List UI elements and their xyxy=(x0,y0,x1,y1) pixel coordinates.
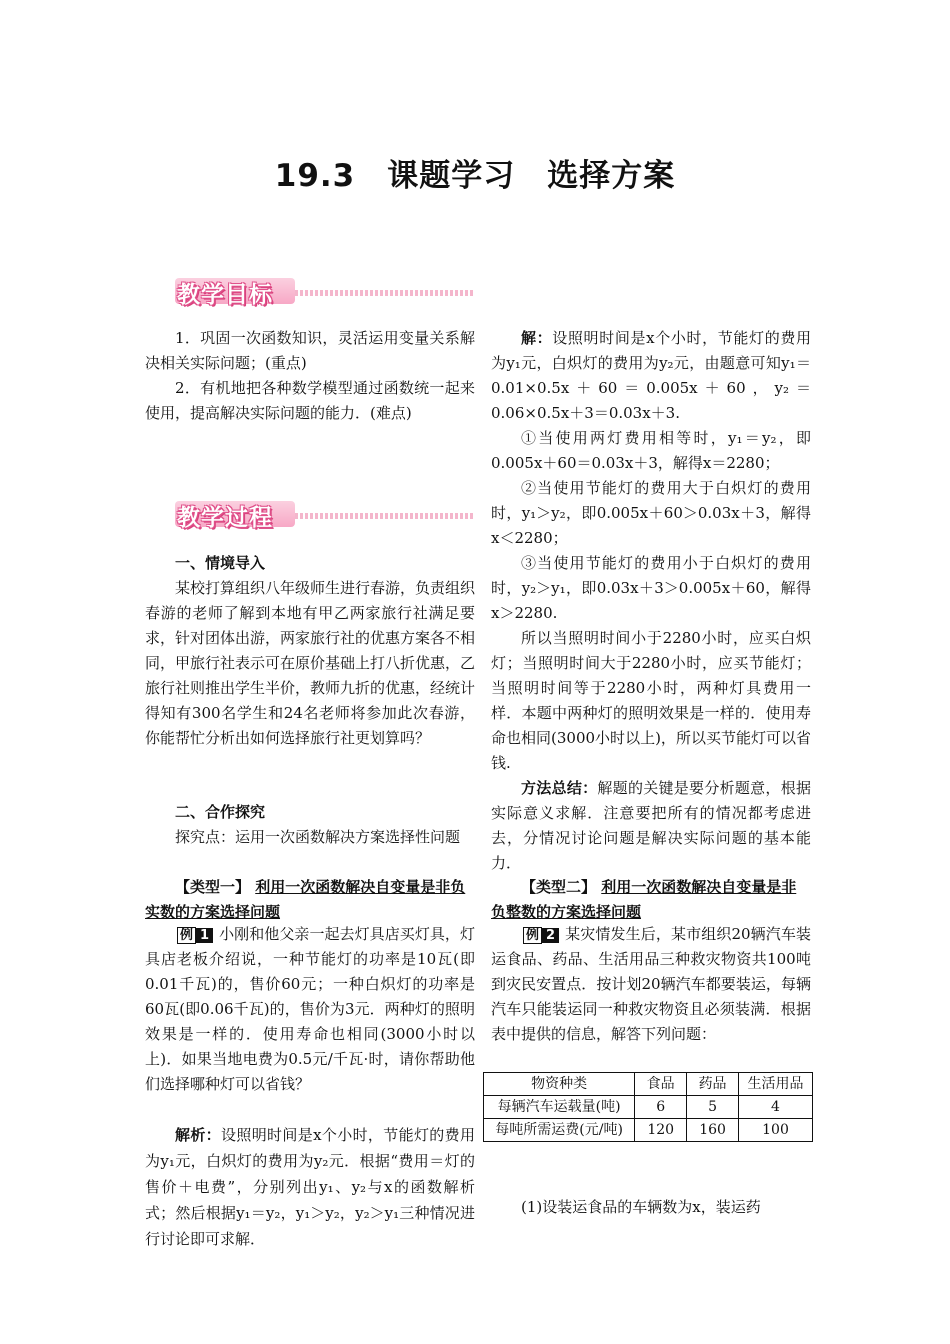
explore-point: 探究点：运用一次函数解决方案选择性问题 xyxy=(175,828,461,846)
solution-intro xyxy=(491,326,811,426)
analysis-label: 解析： xyxy=(175,1126,222,1144)
example2-badge xyxy=(521,927,561,944)
example-badge-letter: 例 xyxy=(523,927,542,944)
banner-dotted-line xyxy=(295,290,475,296)
process-banner-label: 教学过程 xyxy=(177,505,273,531)
table-header-cell: 食品 xyxy=(635,1073,687,1096)
table-cell: 160 xyxy=(687,1119,739,1142)
page-title: 19.3 课题学习 选择方案 xyxy=(274,158,676,194)
example-badge-number: 1 xyxy=(196,928,213,943)
intro-paragraph: 某校打算组织八年级师生进行春游，负责组织春游的老师了解到本地有甲乙两家旅行社满足要求，针对团体出游，两家旅行社的优惠方案各不相同，甲旅行社表示可在原价基础上打八折优惠，乙旅行社则推出学生半价，教师九折的优惠，经统计得知有300名学生和24名老师将参加此次春游，你能帮忙分析出如何选择旅行社更划算吗？ xyxy=(145,579,476,747)
example-badge-letter: 例 xyxy=(177,927,196,944)
table-header-row xyxy=(484,1073,813,1096)
objectives-banner-label: 教学目标 xyxy=(177,282,273,308)
example1-paragraph xyxy=(145,922,475,1097)
method-summary xyxy=(491,776,811,876)
method-text: 解题的关键是要分析题意，根据实际意义求解．注意要把所有的情况都考虑进去，分情况讨论问题是解决实际问题的基本能力． xyxy=(491,779,811,872)
table-cell: 5 xyxy=(687,1096,739,1119)
objective-1: 1．巩固一次函数知识，灵活运用变量关系解决相关实际问题；(重点) xyxy=(145,329,475,372)
table-cell: 每辆汽车运载量(吨) xyxy=(484,1096,635,1119)
banner-dotted-line xyxy=(295,513,475,519)
type1-heading xyxy=(145,875,475,925)
table-row xyxy=(484,1096,813,1119)
type2-heading xyxy=(491,875,811,925)
type1-title: 利用一次函数解决自变量是非负实数的方案选择问题 xyxy=(145,878,466,921)
analysis-paragraph xyxy=(145,1122,475,1252)
table-cell: 6 xyxy=(635,1096,687,1119)
table-row xyxy=(484,1119,813,1142)
question-1: (1)设装运食品的车辆数为x，装运药 xyxy=(521,1198,761,1216)
table-cell: 120 xyxy=(635,1119,687,1142)
section-heading-intro: 一、情境导入 xyxy=(175,554,266,572)
table-cell: 100 xyxy=(739,1119,813,1142)
type1-tag: 【类型一】 xyxy=(175,878,251,896)
solution-case-3: ③当使用节能灯的费用小于白炽灯的费用时，y₂＞y₁，即0.03x＋3＞0.005x＋60，解得x＞2280. xyxy=(491,554,811,622)
method-label: 方法总结： xyxy=(521,779,598,797)
table-cell: 4 xyxy=(739,1096,813,1119)
analysis-text: 设照明时间是x个小时，节能灯的费用为y₁元，白炽灯的费用为y₂元．根据“费用＝灯的售价＋电费”，分别列出y₁、y₂与x的函数解析式；然后根据y₁＝y₂，y₁＞y₂，y₂＞y₁三种情况进行讨论即可求解． xyxy=(145,1126,475,1248)
table-header-cell: 药品 xyxy=(687,1073,739,1096)
solution-case-2: ②当使用节能灯的费用大于白炽灯的费用时，y₁＞y₂，即0.005x＋60＞0.03x＋3，解得x＜2280； xyxy=(491,479,811,547)
process-banner xyxy=(145,497,475,531)
solution-conclusion: 所以当照明时间小于2280小时，应买白炽灯；当照明时间大于2280小时，应买节能灯；当照明时间等于2280小时，两种灯具费用一样．本题中两种灯的照明效果是一样的．使用寿命也相同(3000小时以上)，所以买节能灯可以省钱. xyxy=(491,629,811,772)
solution-case-1: ①当使用两灯费用相等时，y₁＝y₂，即0.005x＋60＝0.03x＋3，解得x＝2280； xyxy=(491,429,811,472)
objectives-banner xyxy=(145,274,475,308)
type2-tag: 【类型二】 xyxy=(521,878,597,896)
objective-2: 2．有机地把各种数学模型通过函数统一起来使用，提高解决实际问题的能力．(难点) xyxy=(145,379,475,422)
example-badge-number: 2 xyxy=(542,928,559,943)
supplies-table xyxy=(483,1072,813,1142)
example1-badge xyxy=(175,927,215,944)
table-header-cell: 物资种类 xyxy=(484,1073,635,1096)
table-cell: 每吨所需运费(元/吨) xyxy=(484,1119,635,1142)
example2-text: 某灾情发生后，某市组织20辆汽车装运食品、药品、生活用品三种救灾物资共100吨到灾民安置点．按计划20辆汽车都要装运，每辆汽车只能装运同一种救灾物资且必须装满．根据表中提供的信息，解答下列问题： xyxy=(491,925,811,1043)
example2-paragraph xyxy=(491,922,811,1047)
type2-title: 利用一次函数解决自变量是非负整数的方案选择问题 xyxy=(491,878,797,921)
example1-text: 小刚和他父亲一起去灯具店买灯具，灯具店老板介绍说，一种节能灯的功率是10瓦(即0.01千瓦)的，售价60元；一种白炽灯的功率是60瓦(即0.06千瓦)的，售价为3元．两种灯的照明效果是一样的．使用寿命也相同(3000小时以上)．如果当地电费为0.5元/千瓦·时，请你帮助他们选择哪种灯可以省钱？ xyxy=(145,925,475,1093)
table-header-cell: 生活用品 xyxy=(739,1073,813,1096)
section-heading-explore: 二、合作探究 xyxy=(175,803,266,821)
solution-label: 解： xyxy=(521,329,553,347)
solution-intro-text: 设照明时间是x个小时，节能灯的费用为y₁元，白炽灯的费用为y₂元，由题意可知y₁＝0.01×0.5x＋60＝0.005x＋60，y₂＝0.06×0.5x＋3＝0.03x＋3. xyxy=(491,329,811,422)
